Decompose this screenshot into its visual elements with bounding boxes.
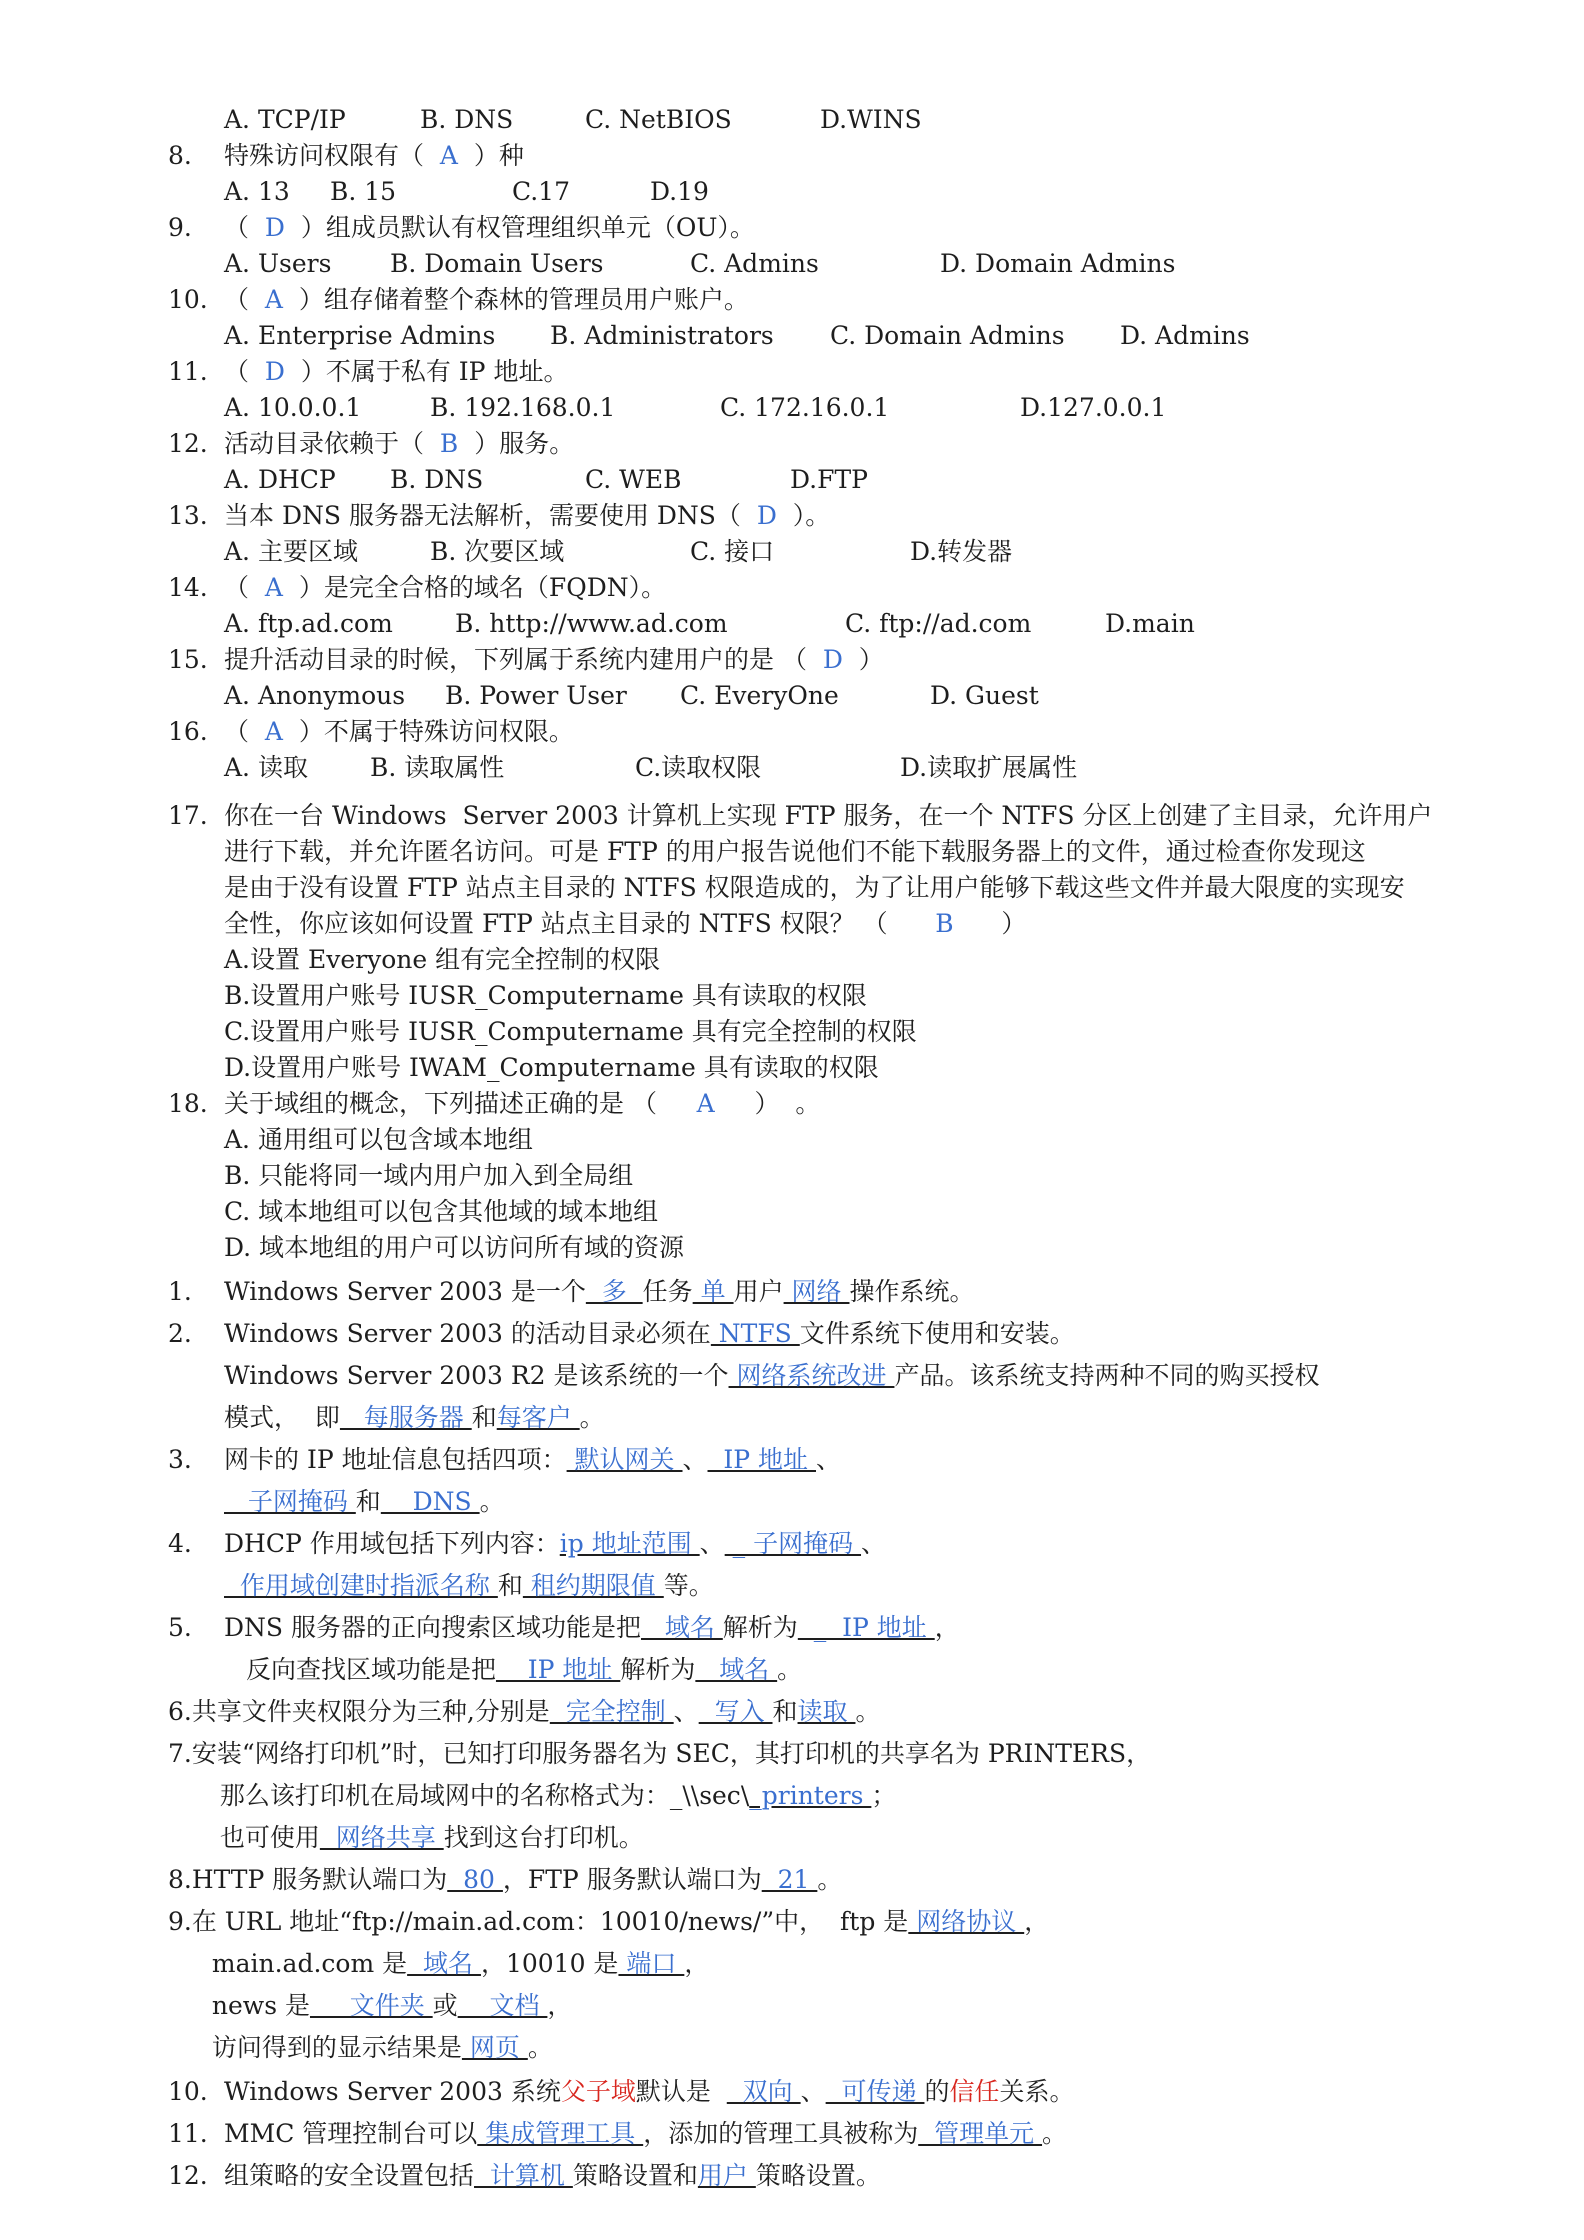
fill-text: 策略设置和: [572, 2161, 698, 2190]
question-answer: B: [424, 429, 475, 458]
option: B. Domain Users: [390, 249, 604, 278]
fill-text: [224, 1570, 714, 1602]
question-text: （: [224, 285, 250, 314]
fill-blank: 写入: [698, 1697, 773, 1726]
option: D.读取扩展属性: [900, 753, 1078, 782]
question-stem: [224, 500, 830, 532]
fill-blank: 文档: [457, 1991, 548, 2020]
fill-blank: 域名: [407, 1949, 481, 1978]
fill-text: [196, 1780, 896, 1812]
fill-text: 访问得到的显示结果是: [196, 2033, 462, 2062]
fill-text: 、: [816, 1445, 842, 1474]
question-text: ）组成员默认有权管理组织单元（OU）。: [300, 213, 755, 242]
option: B. 只能将同一域内用户加入到全局组: [224, 1161, 634, 1190]
question-answer: A: [249, 285, 299, 314]
fill-blank: _ 子网掩码: [724, 1529, 862, 1558]
question-answer: A: [249, 717, 299, 746]
fill-text: [224, 1402, 605, 1434]
question-text: ）。: [792, 501, 831, 530]
question-answer: D: [249, 213, 301, 242]
fill-text: [196, 1990, 572, 2022]
fill-text: 。: [817, 1865, 843, 1894]
fill-text: 。: [527, 2033, 553, 2062]
question-stem: [224, 212, 755, 244]
fill-blank: 网络共享: [319, 1823, 444, 1852]
fill-text: 8.HTTP 服务默认端口为: [168, 1865, 448, 1894]
question-number: 4.: [168, 1529, 192, 1558]
fill-text: ，: [934, 1613, 960, 1642]
option: D.FTP: [790, 465, 868, 494]
option: C. Domain Admins: [830, 321, 1065, 350]
fill-text: ，: [547, 1991, 573, 2020]
option: A. 10.0.0.1: [224, 393, 362, 422]
fill-blank: 每服务器: [339, 1403, 472, 1432]
fill-text: 。: [479, 1487, 505, 1516]
option: B. 次要区域: [430, 537, 565, 566]
fill-text: Windows Server 2003 的活动目录必须在: [224, 1319, 711, 1348]
fill-blank: 默认网关: [566, 1445, 683, 1474]
fill-text: 、: [861, 1529, 887, 1558]
fill-text: 那么该打印机在局域网中的名称格式为：_\\sec\: [196, 1781, 750, 1810]
question-text: ）不属于私有 IP 地址。: [300, 357, 569, 386]
question-number: 12.: [168, 429, 208, 458]
option: A. Enterprise Admins: [224, 321, 496, 350]
question-text: ）: [858, 645, 884, 674]
question-number: 17.: [168, 801, 208, 830]
fill-text: [168, 1864, 842, 1896]
fill-text: 或: [432, 1991, 458, 2020]
fill-blank: 文件夹: [309, 1991, 433, 2020]
question-answer: A: [249, 573, 299, 602]
fill-text: [224, 1486, 505, 1518]
question-text: 关于域组的概念，下列描述正确的是 （: [224, 1089, 657, 1118]
fill-blank: 网络系统改进: [728, 1361, 895, 1390]
question-answer: A: [656, 1089, 755, 1118]
option: A. 读取: [224, 753, 308, 782]
fill-text: 策略设置。: [755, 2161, 881, 2190]
question-number: 13.: [168, 501, 208, 530]
fill-blank: _printers: [749, 1781, 872, 1810]
option: C. EveryOne: [680, 681, 839, 710]
fill-text: [224, 1444, 841, 1476]
question-text: ）组存储着整个森林的管理员用户账户。: [298, 285, 749, 314]
question-text: ） 。: [754, 1089, 821, 1118]
fill-text: 解析为: [722, 1613, 798, 1642]
question-text: 当本 DNS 服务器无法解析，需要使用 DNS（: [224, 501, 741, 530]
question-stem: [224, 572, 666, 604]
question-text: ）不属于特殊访问权限。: [298, 717, 574, 746]
option: A. Users: [224, 249, 332, 278]
fill-blank: 可传递: [825, 2077, 925, 2106]
fill-blank: 双向: [726, 2077, 801, 2106]
fill-text: [224, 1528, 886, 1560]
option: C.读取权限: [635, 753, 762, 782]
question-answer: D: [740, 501, 793, 530]
option: C. 域本地组可以包含其他域的域本地组: [224, 1197, 659, 1226]
question-text: ）: [1001, 909, 1027, 938]
fill-blank: DNS: [380, 1487, 480, 1516]
question-text: 全性，你应该如何设置 FTP 站点主目录的 NTFS 权限？ （: [224, 909, 888, 938]
option: C. ftp://ad.com: [845, 609, 1032, 638]
option: A. 通用组可以包含域本地组: [224, 1125, 533, 1154]
question-text: ）是完全合格的域名（FQDN）。: [298, 573, 667, 602]
fill-text: ，10010 是: [480, 1949, 619, 1978]
fill-blank: 域名: [641, 1613, 723, 1642]
question-number: 10.: [168, 2077, 208, 2106]
option: A. 主要区域: [224, 537, 358, 566]
option: B. 读取属性: [370, 753, 505, 782]
fill-text: 。: [579, 1403, 605, 1432]
fill-blank: 作用域创建时指派名称: [224, 1571, 498, 1600]
fill-blank: 单: [692, 1277, 734, 1306]
fill-text: 和: [355, 1487, 381, 1516]
question-stem: [224, 1088, 820, 1120]
fill-text: 、: [699, 1529, 725, 1558]
fill-text: ，添加的管理工具被称为: [643, 2119, 919, 2148]
option: C.17: [512, 177, 570, 206]
fill-text: 也可使用: [196, 1823, 320, 1852]
question-text: （: [224, 357, 250, 386]
question-number: 16.: [168, 717, 208, 746]
option: D.19: [650, 177, 709, 206]
question-number: 10.: [168, 285, 208, 314]
option: C. 172.16.0.1: [720, 393, 890, 422]
fill-blank: 完全控制: [549, 1697, 674, 1726]
fill-text: main.ad.com 是: [196, 1949, 408, 1978]
option: B. 15: [330, 177, 397, 206]
option: C.设置用户账号 IUSR_Computername 具有完全控制的权限: [224, 1017, 917, 1046]
question-number: 2.: [168, 1319, 192, 1348]
fill-text: 网卡的 IP 地址信息包括四项：: [224, 1445, 567, 1474]
fill-blank: 用户: [697, 2161, 756, 2190]
fill-blank: 80: [447, 1865, 503, 1894]
fill-text: 和: [772, 1697, 798, 1726]
question-stem: [224, 284, 749, 316]
question-answer: B: [887, 909, 1002, 938]
fill-text: 关系。: [999, 2077, 1075, 2106]
option: B. Power User: [445, 681, 627, 710]
option: C. 接口: [690, 537, 775, 566]
fill-text: ，: [684, 1949, 710, 1978]
fill-text: Windows Server 2003 R2 是该系统的一个: [224, 1361, 729, 1390]
question-number: 18.: [168, 1089, 208, 1118]
option: C. Admins: [690, 249, 819, 278]
fill-text: 等。: [663, 1571, 714, 1600]
fill-text: [224, 1276, 975, 1308]
fill-blank: 21: [761, 1865, 818, 1894]
fill-blank: _ IP 地址: [797, 1613, 935, 1642]
question-stem: 进行下载，并允许匿名访问。可是 FTP 的用户报告说他们不能下载服务器上的文件，通过检查你发现这: [224, 837, 1366, 866]
question-stem: [224, 644, 884, 676]
question-text: （: [224, 717, 250, 746]
question-number: 1.: [168, 1277, 192, 1306]
option: D.转发器: [910, 537, 1013, 566]
option: A. 13: [224, 177, 290, 206]
question-number: 11.: [168, 2119, 208, 2148]
option: D. Domain Admins: [940, 249, 1176, 278]
question-stem: [224, 716, 574, 748]
option: B. DNS: [390, 465, 484, 494]
fill-text: 产品。该系统支持两种不同的购买授权: [894, 1361, 1320, 1390]
fill-blank: 网络: [783, 1277, 850, 1306]
fill-text: 。: [777, 1655, 803, 1684]
option: B. Administrators: [550, 321, 774, 350]
fill-text: [224, 1318, 1075, 1350]
fill-text: 找到这台打印机。: [443, 1823, 644, 1852]
fill-blank: ip 地址范围: [559, 1529, 700, 1558]
fill-text: Windows Server 2003 系统: [224, 2077, 561, 2106]
option: D.127.0.0.1: [1020, 393, 1167, 422]
fill-text: 。: [1042, 2119, 1068, 2148]
fill-text: [168, 1696, 881, 1728]
question-text: 特殊访问权限有（: [224, 141, 425, 170]
fill-text: [168, 1738, 1151, 1770]
fill-highlight: 父子域: [560, 2077, 636, 2106]
fill-text: [168, 1906, 1049, 1938]
question-stem: [224, 428, 574, 460]
option: C. WEB: [585, 465, 682, 494]
question-number: 3.: [168, 1445, 192, 1474]
fill-blank: 管理单元: [918, 2119, 1043, 2148]
question-answer: D: [249, 357, 301, 386]
option: B. http://www.ad.com: [455, 609, 728, 638]
option: D. Guest: [930, 681, 1039, 710]
question-number: 8.: [168, 141, 192, 170]
question-number: 14.: [168, 573, 208, 602]
fill-text: 、: [673, 1697, 699, 1726]
fill-text: 解析为: [620, 1655, 696, 1684]
question-answer: D: [806, 645, 859, 674]
option: D. Admins: [1120, 321, 1250, 350]
fill-text: [196, 2032, 553, 2064]
question-stem: [224, 140, 524, 172]
question-text: （: [224, 573, 250, 602]
fill-blank: NTFS: [710, 1319, 800, 1348]
fill-text: [224, 1360, 1319, 1392]
fill-text: 任务: [642, 1277, 693, 1306]
option: A. DHCP: [224, 465, 336, 494]
fill-blank: IP 地址: [707, 1445, 816, 1474]
fill-text: 反向查找区域功能是把: [238, 1655, 496, 1684]
fill-blank: IP 地址: [495, 1655, 621, 1684]
question-text: （: [224, 213, 250, 242]
fill-text: 操作系统。: [849, 1277, 975, 1306]
option: C. NetBIOS: [585, 105, 732, 134]
fill-text: [224, 2076, 1075, 2108]
fill-blank: 网页: [461, 2033, 528, 2062]
fill-text: 和: [471, 1403, 497, 1432]
question-text: ）种: [473, 141, 524, 170]
fill-text: MMC 管理控制台可以: [224, 2119, 478, 2148]
option: D. 域本地组的用户可以访问所有域的资源: [224, 1233, 685, 1262]
fill-text: [224, 1612, 960, 1644]
fill-blank: 租约期限值: [522, 1571, 664, 1600]
fill-text: ，FTP 服务默认端口为: [502, 1865, 762, 1894]
fill-blank: 子网掩码: [224, 1487, 356, 1516]
question-stem: 是由于没有设置 FTP 站点主目录的 NTFS 权限造成的，为了让用户能够下载这些文件并最大限度的实现安: [224, 873, 1405, 902]
question-text: ）服务。: [474, 429, 575, 458]
fill-text: 。: [855, 1697, 881, 1726]
fill-text: [196, 1948, 709, 1980]
question-stem: [224, 908, 1026, 940]
fill-text: news 是: [196, 1991, 310, 2020]
option: D.设置用户账号 IWAM_Computername 具有读取的权限: [224, 1053, 879, 1082]
fill-text: DHCP 作用域包括下列内容：: [224, 1529, 560, 1558]
fill-blank: 计算机: [474, 2161, 573, 2190]
fill-text: [196, 1822, 644, 1854]
question-number: 5.: [168, 1613, 192, 1642]
option: B.设置用户账号 IUSR_Computername 具有读取的权限: [224, 981, 867, 1010]
fill-text: [224, 2160, 881, 2192]
option: A. ftp.ad.com: [224, 609, 393, 638]
fill-text: 9.在 URL 地址“ftp://main.ad.com：10010/news/”中， ftp 是: [168, 1907, 909, 1936]
option: A. TCP/IP: [224, 105, 346, 134]
question-number: 15.: [168, 645, 208, 674]
question-text: 提升活动目录的时候，下列属于系统内建用户的是 （: [224, 645, 807, 674]
option: D.WINS: [820, 105, 922, 134]
fill-text: 用户: [733, 1277, 784, 1306]
fill-text: 7.安装“网络打印机”时，已知打印服务器名为 SEC，其打印机的共享名为 PRINTERS，: [168, 1739, 1152, 1768]
fill-text: ；: [871, 1781, 897, 1810]
fill-text: Windows Server 2003 是一个: [224, 1277, 586, 1306]
fill-text: 组策略的安全设置包括: [224, 2161, 475, 2190]
fill-text: 的: [924, 2077, 950, 2106]
question-number: 12.: [168, 2161, 208, 2190]
fill-text: 文件系统下使用和安装。: [799, 1319, 1075, 1348]
fill-text: [238, 1654, 802, 1686]
question-answer: A: [424, 141, 474, 170]
option: A.设置 Everyone 组有完全控制的权限: [224, 945, 661, 974]
fill-blank: 每客户: [496, 1403, 580, 1432]
option: A. Anonymous: [224, 681, 406, 710]
question-text: 活动目录依赖于（: [224, 429, 425, 458]
question-number: 11.: [168, 357, 208, 386]
option: B. 192.168.0.1: [430, 393, 616, 422]
fill-blank: 多: [585, 1277, 643, 1306]
fill-blank: 域名: [695, 1655, 778, 1684]
fill-text: [224, 2118, 1067, 2150]
question-stem: 你在一台 Windows Server 2003 计算机上实现 FTP 服务，在一个 NTFS 分区上创建了主目录，允许用户: [224, 801, 1433, 830]
fill-text: 、: [682, 1445, 708, 1474]
question-stem: [224, 356, 568, 388]
question-number: 9.: [168, 213, 192, 242]
fill-text: DNS 服务器的正向搜索区域功能是把: [224, 1613, 641, 1642]
fill-blank: 端口: [618, 1949, 685, 1978]
fill-text: ，: [1024, 1907, 1050, 1936]
fill-highlight: 信任: [949, 2077, 1000, 2106]
option: B. DNS: [420, 105, 514, 134]
option: D.main: [1105, 609, 1195, 638]
fill-blank: 集成管理工具: [477, 2119, 644, 2148]
fill-text: 默认是: [635, 2077, 727, 2106]
fill-text: 模式， 即: [224, 1403, 340, 1432]
fill-blank: 读取: [797, 1697, 856, 1726]
fill-text: 和: [497, 1571, 523, 1600]
fill-blank: 网络协议: [908, 1907, 1025, 1936]
fill-text: 、: [800, 2077, 826, 2106]
fill-text: 6.共享文件夹权限分为三种,分别是: [168, 1697, 550, 1726]
